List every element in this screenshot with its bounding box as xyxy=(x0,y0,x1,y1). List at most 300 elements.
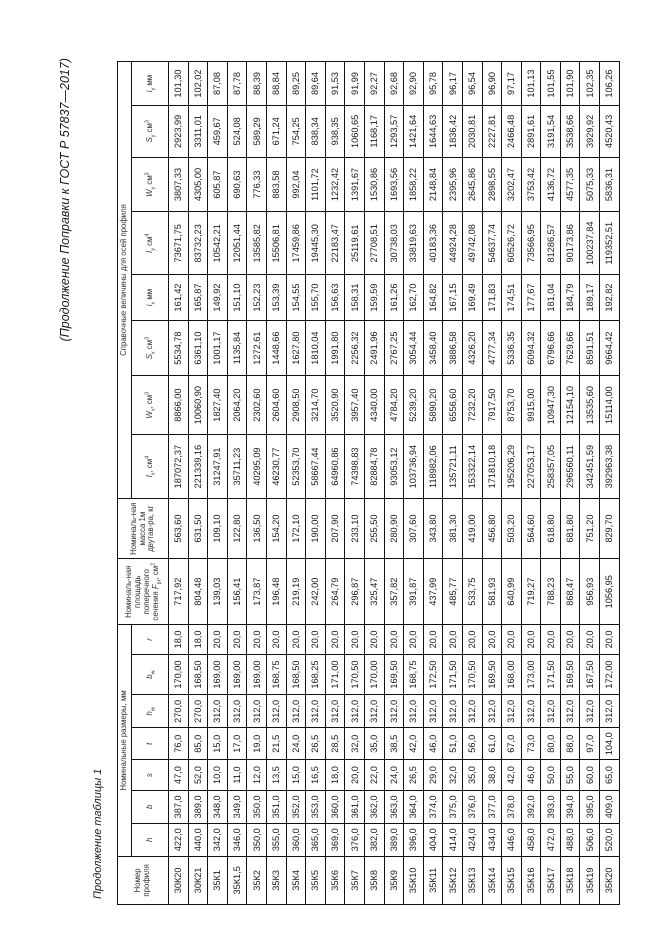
cell-r: 20,0 xyxy=(404,625,424,655)
cell-Sx: 6361,10 xyxy=(188,321,208,376)
cell-hw: 312,0 xyxy=(306,695,326,728)
cell-Sy: 938,35 xyxy=(325,106,345,158)
cell-area: 173,87 xyxy=(247,559,267,625)
cell-ix: 164,82 xyxy=(423,275,443,321)
cell-bw: 169,00 xyxy=(227,654,247,695)
cell-Sy: 1836,42 xyxy=(443,106,463,158)
cell-Sy: 524,08 xyxy=(227,106,247,158)
cell-mass: 343,80 xyxy=(423,498,443,558)
cell-h: 424,0 xyxy=(462,823,482,856)
cell-Wy: 3753,42 xyxy=(521,157,541,212)
cell-mass: 154,20 xyxy=(266,498,286,558)
header-Sy-unit: см xyxy=(144,123,154,135)
cell-Ix: 82884,78 xyxy=(364,435,384,499)
cell-Iy: 90173,86 xyxy=(560,212,580,275)
cell-Iy: 17459,86 xyxy=(286,212,306,275)
cell-b: 363,0 xyxy=(384,790,404,823)
cell-b: 364,0 xyxy=(404,790,424,823)
cell-ix: 181,04 xyxy=(541,275,561,321)
cell-Ix: 171810,18 xyxy=(482,435,502,499)
table-row xyxy=(247,62,267,905)
header-s: s xyxy=(132,760,169,791)
cell-profile-number: 35К9 xyxy=(384,856,404,904)
cell-bw: 171,50 xyxy=(541,654,561,695)
cell-Wx: 10060,90 xyxy=(188,376,208,435)
header-Ix-sub: x xyxy=(150,472,157,476)
header-nominal-dimensions: Номинальные размеры, мм xyxy=(118,625,132,857)
cell-bw: 167,50 xyxy=(580,654,600,695)
header-r: r xyxy=(132,625,169,655)
cell-profile-number: 35К1,5 xyxy=(227,856,247,904)
table-row xyxy=(580,62,600,905)
header-mass: Номиналь-ная масса 1м двутав-ра, кг xyxy=(118,498,169,558)
cell-mass: 136,50 xyxy=(247,498,267,558)
cell-Wx: 2908,50 xyxy=(286,376,306,435)
cell-iy: 88,39 xyxy=(247,62,267,106)
cell-Sy: 1293,57 xyxy=(384,106,404,158)
cell-t: 15,0 xyxy=(208,728,228,760)
cell-b: 374,0 xyxy=(423,790,443,823)
cell-Wy: 2898,55 xyxy=(482,157,502,212)
cell-h: 376,0 xyxy=(345,823,365,856)
cell-Wy: 1101,72 xyxy=(306,157,326,212)
cell-area: 242,00 xyxy=(306,559,326,625)
cell-Wx: 3214,70 xyxy=(306,376,326,435)
cell-iy: 102,35 xyxy=(580,62,600,106)
cell-area: 485,77 xyxy=(443,559,463,625)
cell-mass: 190,00 xyxy=(306,498,326,558)
cell-h: 440,0 xyxy=(188,823,208,856)
table-row xyxy=(502,62,522,905)
cell-bw: 170,00 xyxy=(169,654,189,695)
cell-s: 60,0 xyxy=(580,760,600,791)
cell-Sy: 2227,81 xyxy=(482,106,502,158)
cell-r: 20,0 xyxy=(521,625,541,655)
cell-r: 18,0 xyxy=(169,625,189,655)
cell-area: 640,99 xyxy=(502,559,522,625)
header-area-unit: см xyxy=(150,565,160,576)
header-Ix-sup: 4 xyxy=(143,455,150,459)
cell-hw: 312,0 xyxy=(364,695,384,728)
cell-area: 581,93 xyxy=(482,559,502,625)
cell-Wx: 2064,20 xyxy=(227,376,247,435)
cell-s: 42,0 xyxy=(502,760,522,791)
cell-ix: 154,55 xyxy=(286,275,306,321)
cell-hw: 312,0 xyxy=(541,695,561,728)
cell-Wx: 5890,20 xyxy=(423,376,443,435)
cell-mass: 381,30 xyxy=(443,498,463,558)
cell-b: 377,0 xyxy=(482,790,502,823)
cell-mass: 751,20 xyxy=(580,498,600,558)
cell-mass: 829,70 xyxy=(600,498,620,558)
table-row xyxy=(306,62,326,905)
cell-Ix: 187072,37 xyxy=(169,435,189,499)
header-iy-symbol: i xyxy=(144,90,154,93)
cell-b: 362,0 xyxy=(364,790,384,823)
cell-profile-number: 35К7 xyxy=(345,856,365,904)
cell-ix: 177,67 xyxy=(521,275,541,321)
cell-Iy: 15506,81 xyxy=(266,212,286,275)
cell-t: 61,0 xyxy=(482,728,502,760)
cell-r: 20,0 xyxy=(286,625,306,655)
cell-s: 47,0 xyxy=(169,760,189,791)
cell-bw: 171,00 xyxy=(325,654,345,695)
header-bw-symbol: b xyxy=(144,674,154,679)
cell-t: 73,0 xyxy=(521,728,541,760)
cell-Wy: 605,87 xyxy=(208,157,228,212)
cell-s: 13,5 xyxy=(266,760,286,791)
header-iy-unit: мм xyxy=(144,74,154,88)
header-iy-sub: y xyxy=(150,87,157,91)
cell-profile-number: 35К4 xyxy=(286,856,306,904)
cell-s: 50,0 xyxy=(541,760,561,791)
cell-hw: 312,0 xyxy=(325,695,345,728)
cell-Sx: 3886,58 xyxy=(443,321,463,376)
cell-hw: 312,0 xyxy=(227,695,247,728)
header-Sx xyxy=(132,321,169,376)
cell-iy: 92,68 xyxy=(384,62,404,106)
cell-Ix: 93053,12 xyxy=(384,435,404,499)
cell-Iy: 10542,21 xyxy=(208,212,228,275)
cell-b: 389,0 xyxy=(188,790,208,823)
header-Sy-sub: y xyxy=(150,134,157,138)
cell-iy: 101,90 xyxy=(560,62,580,106)
cell-s: 65,0 xyxy=(600,760,620,791)
cell-t: 80,0 xyxy=(541,728,561,760)
cell-bw: 170,00 xyxy=(364,654,384,695)
table-row xyxy=(266,62,286,905)
cell-Wx: 1827,40 xyxy=(208,376,228,435)
cell-Sx: 2767,25 xyxy=(384,321,404,376)
cell-b: 375,0 xyxy=(443,790,463,823)
cell-hw: 312,0 xyxy=(580,695,600,728)
cell-Sx: 6796,66 xyxy=(541,321,561,376)
cell-r: 20,0 xyxy=(364,625,384,655)
cell-Sx: 3054,44 xyxy=(404,321,424,376)
cell-b: 393,0 xyxy=(541,790,561,823)
cell-Sx: 2256,32 xyxy=(345,321,365,376)
cell-Wx: 4340,00 xyxy=(364,376,384,435)
cell-b: 378,0 xyxy=(502,790,522,823)
cell-Wy: 992,04 xyxy=(286,157,306,212)
cell-profile-number: 35К17 xyxy=(541,856,561,904)
cell-area: 868,47 xyxy=(560,559,580,625)
cell-r: 20,0 xyxy=(580,625,600,655)
header-Ix-symbol: I xyxy=(144,475,154,478)
cell-Sx: 1991,80 xyxy=(325,321,345,376)
cell-Sx: 5336,35 xyxy=(502,321,522,376)
cell-ix: 174,51 xyxy=(502,275,522,321)
cell-iy: 101,13 xyxy=(521,62,541,106)
cell-t: 17,0 xyxy=(227,728,247,760)
cell-r: 20,0 xyxy=(482,625,502,655)
cell-t: 76,0 xyxy=(169,728,189,760)
cell-area: 1056,95 xyxy=(600,559,620,625)
cell-ix: 153,39 xyxy=(266,275,286,321)
cell-Wy: 3202,47 xyxy=(502,157,522,212)
cell-Sy: 589,29 xyxy=(247,106,267,158)
running-head: (Продолжение Поправки к ГОСТ Р 57837—2017) xyxy=(58,58,72,342)
cell-iy: 87,08 xyxy=(208,62,228,106)
header-Wy-unit: см xyxy=(144,175,154,187)
cell-Sy: 2923,99 xyxy=(169,106,189,158)
cell-area: 196,48 xyxy=(266,559,286,625)
table-row xyxy=(169,62,189,905)
cell-r: 20,0 xyxy=(325,625,345,655)
cell-Wy: 5836,31 xyxy=(600,157,620,212)
cell-h: 389,0 xyxy=(384,823,404,856)
cell-Iy: 119352,51 xyxy=(600,212,620,275)
cell-Ix: 195206,29 xyxy=(502,435,522,499)
cell-Wy: 2395,96 xyxy=(443,157,463,212)
cell-Wy: 883,58 xyxy=(266,157,286,212)
cell-hw: 312,0 xyxy=(286,695,306,728)
cell-Iy: 100237,84 xyxy=(580,212,600,275)
cell-hw: 312,0 xyxy=(502,695,522,728)
cell-hw: 270,0 xyxy=(188,695,208,728)
cell-area: 956,93 xyxy=(580,559,600,625)
cell-hw: 312,0 xyxy=(384,695,404,728)
cell-Sx: 1627,80 xyxy=(286,321,306,376)
cell-s: 35,0 xyxy=(462,760,482,791)
cell-Sy: 838,34 xyxy=(306,106,326,158)
cell-h: 472,0 xyxy=(541,823,561,856)
table-row xyxy=(384,62,404,905)
cell-ix: 167,15 xyxy=(443,275,463,321)
cell-ix: 162,70 xyxy=(404,275,424,321)
cell-Ix: 64960,86 xyxy=(325,435,345,499)
cell-hw: 312,0 xyxy=(345,695,365,728)
cell-b: 353,0 xyxy=(306,790,326,823)
cell-ix: 165,87 xyxy=(188,275,208,321)
table-row xyxy=(227,62,247,905)
cell-ix: 151,10 xyxy=(227,275,247,321)
header-ix xyxy=(132,275,169,321)
cell-mass: 207,90 xyxy=(325,498,345,558)
cell-area: 437,99 xyxy=(423,559,443,625)
cell-ix: 149,92 xyxy=(208,275,228,321)
cell-t: 85,0 xyxy=(188,728,208,760)
cell-Wx: 9915,00 xyxy=(521,376,541,435)
cell-Sx: 3458,40 xyxy=(423,321,443,376)
cell-Sy: 1168,17 xyxy=(364,106,384,158)
cell-bw: 171,50 xyxy=(443,654,463,695)
cell-ix: 189,17 xyxy=(580,275,600,321)
table-row xyxy=(188,62,208,905)
header-Wx-sub: x xyxy=(150,408,157,412)
table-row xyxy=(364,62,384,905)
cell-r: 20,0 xyxy=(266,625,286,655)
table-row xyxy=(423,62,443,905)
header-profile-number: Номер профиля xyxy=(118,856,169,904)
cell-t: 67,0 xyxy=(502,728,522,760)
cell-Wy: 1693,56 xyxy=(384,157,404,212)
cell-t: 38,5 xyxy=(384,728,404,760)
header-ix-sub: x xyxy=(150,301,157,305)
cell-t: 32,0 xyxy=(345,728,365,760)
table-row xyxy=(404,62,424,905)
cell-b: 351,0 xyxy=(266,790,286,823)
cell-mass: 109,10 xyxy=(208,498,228,558)
cell-r: 20,0 xyxy=(443,625,463,655)
cell-mass: 233,10 xyxy=(345,498,365,558)
header-hw-symbol: h xyxy=(144,711,154,716)
cell-Wx: 3957,40 xyxy=(345,376,365,435)
cell-t: 26,5 xyxy=(306,728,326,760)
cell-Wy: 2645,86 xyxy=(462,157,482,212)
cell-area: 325,47 xyxy=(364,559,384,625)
cell-s: 11,0 xyxy=(227,760,247,791)
cell-profile-number: 30К20 xyxy=(169,856,189,904)
cell-h: 360,0 xyxy=(286,823,306,856)
cell-iy: 102,02 xyxy=(188,62,208,106)
table-row xyxy=(600,62,620,905)
cell-profile-number: 35К10 xyxy=(404,856,424,904)
header-Sy-sup: 3 xyxy=(143,120,150,124)
cell-bw: 168,75 xyxy=(266,654,286,695)
table-row xyxy=(462,62,482,905)
cell-mass: 631,50 xyxy=(188,498,208,558)
header-Wx-symbol: W xyxy=(144,411,154,419)
cell-ix: 158,31 xyxy=(345,275,365,321)
cell-mass: 255,50 xyxy=(364,498,384,558)
cell-r: 20,0 xyxy=(247,625,267,655)
cell-Wx: 3520,90 xyxy=(325,376,345,435)
cell-ix: 159,59 xyxy=(364,275,384,321)
cell-profile-number: 35К20 xyxy=(600,856,620,904)
cell-s: 55,0 xyxy=(560,760,580,791)
table-row xyxy=(443,62,463,905)
cell-Sy: 2030,81 xyxy=(462,106,482,158)
cell-hw: 312,0 xyxy=(600,695,620,728)
cell-Wx: 2302,60 xyxy=(247,376,267,435)
cell-profile-number: 35К5 xyxy=(306,856,326,904)
cell-t: 35,0 xyxy=(364,728,384,760)
cell-profile-number: 35К18 xyxy=(560,856,580,904)
cell-h: 342,0 xyxy=(208,823,228,856)
cell-r: 20,0 xyxy=(208,625,228,655)
header-Wy xyxy=(132,157,169,212)
cell-s: 20,0 xyxy=(345,760,365,791)
cell-ix: 156,63 xyxy=(325,275,345,321)
cell-r: 20,0 xyxy=(502,625,522,655)
cell-h: 488,0 xyxy=(560,823,580,856)
cell-iy: 91,99 xyxy=(345,62,365,106)
cell-iy: 87,78 xyxy=(227,62,247,106)
cell-mass: 122,80 xyxy=(227,498,247,558)
cell-iy: 106,26 xyxy=(600,62,620,106)
cell-hw: 312,0 xyxy=(208,695,228,728)
cell-r: 20,0 xyxy=(462,625,482,655)
table-row xyxy=(521,62,541,905)
cell-area: 264,79 xyxy=(325,559,345,625)
cell-Sx: 4777,34 xyxy=(482,321,502,376)
cell-Sy: 1421,64 xyxy=(404,106,424,158)
cell-Iy: 81286,57 xyxy=(541,212,561,275)
cell-Wx: 7917,50 xyxy=(482,376,502,435)
header-Iy-sup: 4 xyxy=(143,233,150,237)
cell-bw: 170,50 xyxy=(462,654,482,695)
cell-b: 395,0 xyxy=(580,790,600,823)
cell-Ix: 103736,94 xyxy=(404,435,424,499)
header-Iy-symbol: I xyxy=(144,250,154,253)
cell-Sy: 4520,43 xyxy=(600,106,620,158)
cell-mass: 681,80 xyxy=(560,498,580,558)
cell-s: 52,0 xyxy=(188,760,208,791)
cell-Sx: 1135,84 xyxy=(227,321,247,376)
cell-s: 16,5 xyxy=(306,760,326,791)
cell-Wx: 13535,60 xyxy=(580,376,600,435)
cell-r: 20,0 xyxy=(560,625,580,655)
cell-Wy: 5075,33 xyxy=(580,157,600,212)
cell-b: 392,0 xyxy=(521,790,541,823)
header-reference-values: Справочные величины для осей профиля xyxy=(118,62,132,499)
cell-h: 520,0 xyxy=(600,823,620,856)
cell-Sy: 1060,65 xyxy=(345,106,365,158)
cell-h: 382,0 xyxy=(364,823,384,856)
table-row xyxy=(345,62,365,905)
cell-hw: 312,0 xyxy=(247,695,267,728)
cell-profile-number: 35К13 xyxy=(462,856,482,904)
header-Wy-sup: 3 xyxy=(143,172,150,176)
cell-hw: 312,0 xyxy=(266,695,286,728)
cell-Iy: 40183,36 xyxy=(423,212,443,275)
cell-hw: 312,0 xyxy=(443,695,463,728)
cell-Ix: 153322,14 xyxy=(462,435,482,499)
header-t: t xyxy=(132,728,169,760)
cell-t: 97,0 xyxy=(580,728,600,760)
cell-Ix: 227053,17 xyxy=(521,435,541,499)
cell-Iy: 73671,75 xyxy=(169,212,189,275)
cell-Sy: 2466,48 xyxy=(502,106,522,158)
cell-Sy: 3311,01 xyxy=(188,106,208,158)
cell-Sx: 5534,78 xyxy=(169,321,189,376)
header-ix-symbol: i xyxy=(144,304,154,307)
cell-ix: 155,70 xyxy=(306,275,326,321)
cell-s: 24,0 xyxy=(384,760,404,791)
cell-t: 56,0 xyxy=(462,728,482,760)
cell-s: 38,0 xyxy=(482,760,502,791)
cell-profile-number: 35К6 xyxy=(325,856,345,904)
header-hw xyxy=(132,695,169,728)
cell-r: 18,0 xyxy=(188,625,208,655)
cell-b: 394,0 xyxy=(560,790,580,823)
cell-t: 51,0 xyxy=(443,728,463,760)
cell-mass: 172,10 xyxy=(286,498,306,558)
cell-h: 446,0 xyxy=(502,823,522,856)
header-area-text: Номиналь-ная площадь поперечного сечения xyxy=(124,565,160,621)
cell-Wy: 1530,86 xyxy=(364,157,384,212)
cell-Ix: 392963,38 xyxy=(600,435,620,499)
cell-r: 20,0 xyxy=(541,625,561,655)
table-continuation-label: Продолжение таблицы 1 xyxy=(92,768,104,899)
cell-Ix: 221339,16 xyxy=(188,435,208,499)
cell-Wx: 15114,00 xyxy=(600,376,620,435)
cell-iy: 101,55 xyxy=(541,62,561,106)
header-Iy-unit: см xyxy=(144,236,154,249)
cell-h: 346,0 xyxy=(227,823,247,856)
cell-s: 26,5 xyxy=(404,760,424,791)
cell-iy: 96,54 xyxy=(462,62,482,106)
cell-Sx: 1810,04 xyxy=(306,321,326,376)
cell-Sx: 1272,61 xyxy=(247,321,267,376)
cell-Iy: 25119,61 xyxy=(345,212,365,275)
cell-s: 46,0 xyxy=(521,760,541,791)
cell-Wy: 3807,33 xyxy=(169,157,189,212)
header-h: h xyxy=(132,823,169,856)
table-row xyxy=(286,62,306,905)
cell-h: 458,0 xyxy=(521,823,541,856)
